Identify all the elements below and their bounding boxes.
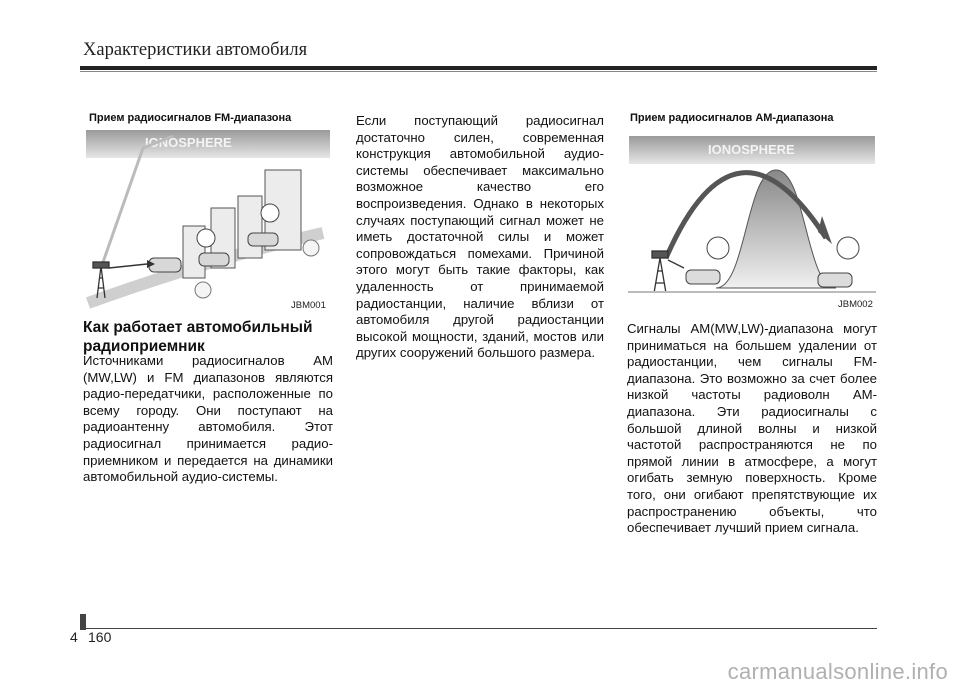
page-header-title: Характеристики автомобиля <box>83 40 308 60</box>
ionosphere-label: IONOSPHERE <box>708 142 795 157</box>
fm-figure-code: JBM001 <box>291 300 326 311</box>
static-bubble <box>197 229 215 247</box>
fm-reception-figure <box>83 108 333 313</box>
car-icon <box>149 258 181 272</box>
am-reception-figure <box>626 108 878 313</box>
page-number: 160 <box>88 629 112 645</box>
fm-figure-caption: Прием радиосигналов FM-диапазона <box>89 112 292 124</box>
static-bubble <box>261 204 279 222</box>
header-rule-thin <box>80 71 877 72</box>
am-figure-code: JBM002 <box>838 299 873 310</box>
section-heading: Как работает автомобильный радиоприемник <box>83 319 313 355</box>
watermark: carmanualsonline.info <box>727 659 948 684</box>
tree-icon <box>195 282 211 298</box>
car-icon <box>686 270 720 284</box>
signal-arrow <box>109 264 147 268</box>
car-icon <box>818 273 852 287</box>
footer-rule <box>80 628 877 629</box>
footer-bar <box>80 614 86 630</box>
tree-icon <box>303 240 319 256</box>
chapter-number: 4 <box>70 629 78 645</box>
paragraph-sources: Источниками радиосигналов AM (MW,LW) и FM диапазонов являются радио-передатчики, расположенные по всему городу. Они поступают на радиоантенну автомобиля. Этот радиосигнал принимается радио-приемником и передается на динамики автомобильной аудио-системы. <box>83 353 333 485</box>
radio-tower-icon <box>652 251 668 293</box>
car-icon <box>248 233 278 246</box>
fm-illustration <box>83 108 333 313</box>
ionosphere-label: IONOSPHERE <box>145 135 232 150</box>
paragraph-signal-quality: Если поступающий радиосигнал достаточно силен, современная конструкция автомобильной аудио-системы обеспечивает максимально возможное качество его воспроизведения. Однако в некоторых случаях поступающий сигнал может не иметь достаточной силы и может сопровождаться помехами. Причиной этого могут быть такие факторы, как удаленность от принимаемой радиостанции, наличие вблизи от автомобиля другой радиостанции высокой мощности, зданий, мостов или других сооружений большого размера. <box>356 113 604 361</box>
am-figure-caption: Прием радиосигналов AM-диапазона <box>630 112 834 124</box>
header-rule <box>80 66 877 70</box>
static-bubble <box>837 237 859 259</box>
building <box>238 196 262 258</box>
car-icon <box>199 253 229 266</box>
static-bubble <box>707 237 729 259</box>
paragraph-am-signals: Сигналы AM(MW,LW)-диапазона могут приниматься на большем удалении от радиостанции, чем сигналы FM-диапазона. Это возможно за счет более низкой частоты радиоволн AM-диапазона. Эти радиосигналы с большой длиной волны и низкой частотой распространяются не по прямой линии в атмосфере, а могут огибать земную поверхность. Кроме того, они огибают препятствующие их распространению объекты, что обеспечивает лучший прием сигнала. <box>627 321 877 536</box>
am-illustration <box>626 108 878 313</box>
signal-arrow <box>668 260 684 268</box>
